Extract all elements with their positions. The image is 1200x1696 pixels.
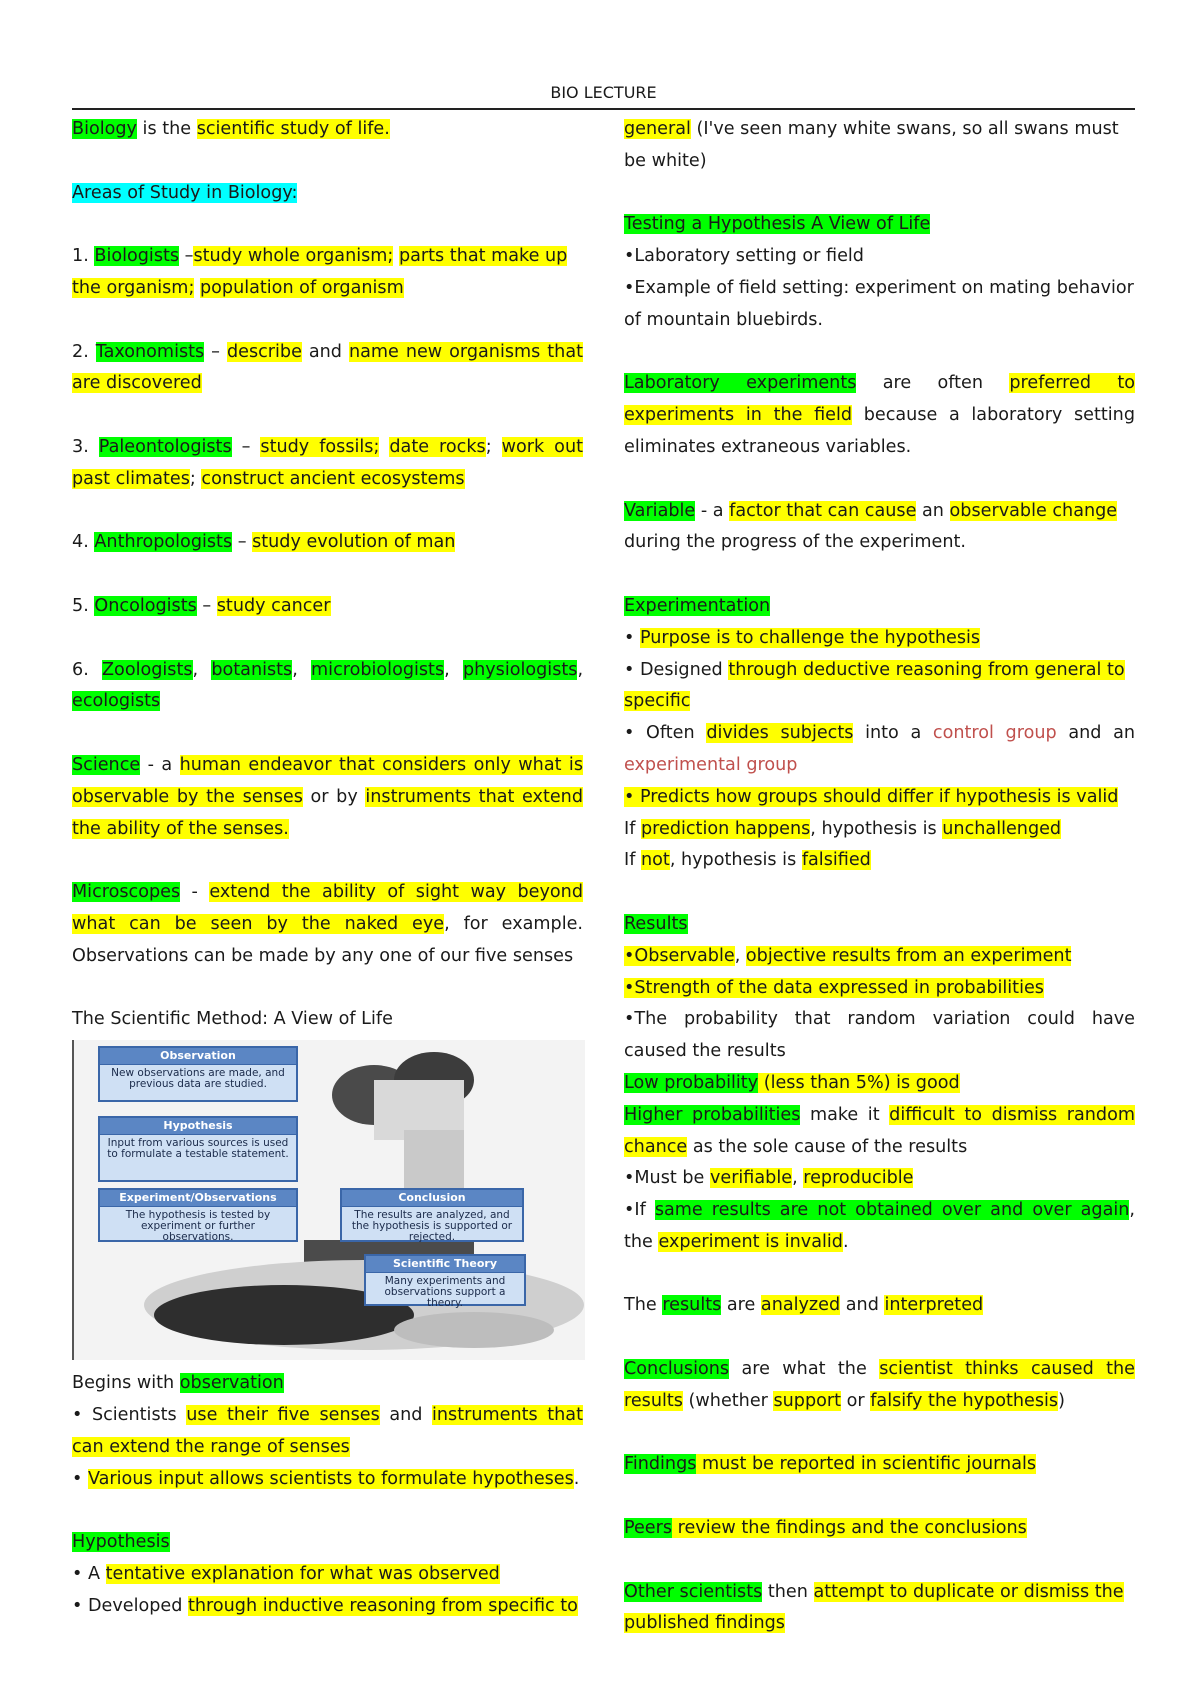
- highlight: use their five senses: [186, 1404, 380, 1425]
- experimentation-bullet-1: [624, 623, 1135, 655]
- term: botanists: [211, 659, 293, 680]
- highlight: •Strength of the data expressed in probabilities: [624, 977, 1044, 998]
- experiment-box: [98, 1188, 298, 1242]
- text: •: [72, 1468, 88, 1489]
- scientific-method-figure: [72, 1040, 585, 1360]
- term: Taxonomists: [95, 341, 205, 362]
- highlight: factor that can cause: [729, 500, 917, 521]
- heading-text: Areas of Study in Biology:: [72, 182, 298, 203]
- text: .: [842, 1231, 849, 1252]
- results-bullet-1: [624, 941, 1135, 973]
- highlight: • Predicts how groups should differ if hypothesis is valid: [624, 786, 1119, 807]
- item-number: 3.: [72, 436, 99, 457]
- highlight: experiment is invalid: [658, 1231, 843, 1252]
- separator: ,: [444, 659, 463, 680]
- highlight: tentative explanation for what was observed: [105, 1563, 500, 1584]
- box-body: The hypothesis is tested by experiment or further observations.: [125, 1209, 271, 1244]
- testing-heading: [624, 209, 1135, 241]
- term: Paleontologists: [98, 436, 232, 457]
- begins-line: [72, 1368, 583, 1400]
- term: Findings: [624, 1454, 697, 1475]
- hypothesis-bullet-1: [72, 1559, 583, 1591]
- highlight: preferred to experiments in the field: [624, 373, 1135, 426]
- separator: ,: [292, 659, 312, 680]
- text: during the progress of the experiment.: [624, 532, 967, 553]
- description: study evolution of man: [252, 532, 456, 553]
- text: make it: [800, 1104, 890, 1125]
- highlight: not: [640, 850, 670, 871]
- text: • Often: [624, 723, 707, 744]
- highlight: Purpose is to challenge the hypothesis: [639, 627, 981, 648]
- text: • Developed: [72, 1595, 188, 1616]
- inductive-continuation: [624, 114, 1135, 178]
- separator: –: [232, 532, 253, 553]
- text: •Must be: [624, 1168, 710, 1189]
- page-title: BIO LECTURE: [550, 83, 657, 102]
- experimentation-bullet-4: [624, 782, 1135, 814]
- highlight: interpreted: [884, 1295, 984, 1316]
- term: Science: [72, 754, 141, 775]
- description: name new organisms that are discovered: [72, 341, 583, 394]
- list-item-other-fields: [72, 655, 583, 719]
- highlight: analyzed: [760, 1295, 841, 1316]
- heading-text: Testing a Hypothesis A View of Life: [624, 214, 931, 235]
- separator: –: [204, 341, 227, 362]
- heading-text: Results: [624, 913, 688, 934]
- highlight: verifiable: [709, 1168, 793, 1189]
- text: an: [916, 500, 950, 521]
- red-text: experimental group: [624, 754, 798, 775]
- term: Low probability: [624, 1072, 759, 1093]
- text: , for example. Observations can be made by any one of our five senses: [72, 913, 583, 966]
- highlight: scientist thinks caused the results: [624, 1359, 1135, 1411]
- term: ecologists: [72, 691, 161, 712]
- text: into a: [853, 723, 933, 744]
- item-number: 5.: [72, 595, 95, 616]
- peers-line: [624, 1513, 1135, 1545]
- separator: –: [179, 246, 194, 267]
- text: as the sole cause of the results: [687, 1136, 968, 1157]
- list-item-anthropologists: [72, 527, 583, 559]
- term: results: [662, 1295, 722, 1316]
- text: or: [841, 1390, 871, 1411]
- text: • Designed: [624, 659, 729, 680]
- text: is the: [136, 119, 197, 139]
- highlight: Various input allows scientists to formulate hypotheses: [87, 1468, 574, 1489]
- text: ,: [734, 945, 746, 966]
- text: (I've seen many white swans, so all swans must be white): [624, 119, 1119, 171]
- list-item-biologists: [72, 241, 583, 305]
- text: If: [624, 818, 641, 839]
- highlight: reproducible: [803, 1168, 914, 1189]
- text: ): [1058, 1390, 1065, 1411]
- list-item-taxonomists: [72, 337, 583, 401]
- text: or by: [302, 786, 366, 807]
- text: •: [624, 627, 640, 648]
- hypothesis-box: [98, 1116, 298, 1182]
- description: study whole organism;: [193, 246, 394, 267]
- highlight: divides subjects: [706, 723, 854, 744]
- areas-heading: [72, 178, 583, 210]
- text: are what the: [729, 1359, 880, 1380]
- box-body: Input from various sources is used to formulate a testable statement.: [107, 1137, 289, 1161]
- results-high-probability: [624, 1100, 1135, 1164]
- highlight: observable change: [949, 500, 1118, 521]
- theory-box: [364, 1254, 526, 1310]
- red-text: control group: [932, 723, 1057, 744]
- highlight: •Observable: [624, 945, 735, 966]
- highlight: unchallenged: [942, 818, 1062, 839]
- term: Microscopes: [72, 882, 181, 903]
- term: physiologists: [462, 659, 578, 680]
- space: [379, 437, 389, 457]
- highlight: through deductive reasoning from general to specific: [624, 659, 1125, 712]
- left-column: [72, 114, 583, 1622]
- highlight: review the findings and the conclusions: [672, 1518, 1027, 1539]
- text: If: [624, 850, 641, 871]
- text: then: [762, 1581, 814, 1602]
- separator: ;: [189, 468, 202, 489]
- heading-text: Hypothesis: [72, 1532, 170, 1553]
- text: and an: [1056, 723, 1136, 744]
- separator: - a: [140, 754, 180, 775]
- science-definition: [72, 750, 583, 845]
- term: Variable: [624, 500, 696, 521]
- highlight: through inductive reasoning from specific to: [187, 1595, 578, 1616]
- text: .: [573, 1468, 580, 1489]
- highlight: objective results from an experiment: [745, 945, 1072, 966]
- figure-caption: The Scientific Method: A View of Life: [72, 1009, 393, 1030]
- separator: -: [180, 882, 210, 903]
- description: construct ancient ecosystems: [201, 468, 465, 489]
- lab-experiments: [624, 368, 1135, 463]
- findings-line: [624, 1449, 1135, 1481]
- text: •If: [624, 1200, 655, 1221]
- hypothesis-heading: [72, 1527, 583, 1559]
- term: Peers: [624, 1518, 673, 1539]
- results-heading: [624, 909, 1135, 941]
- term: Oncologists: [94, 595, 197, 616]
- description: human endeavor that considers only what is observable by the senses: [72, 754, 583, 807]
- text: The: [624, 1295, 663, 1316]
- results-low-probability: [624, 1068, 1135, 1100]
- separator: ;: [485, 436, 502, 457]
- variable-definition: [624, 496, 1135, 560]
- biology-definition: [72, 114, 583, 146]
- description: study fossils;: [260, 436, 380, 457]
- separator: ,: [577, 659, 584, 680]
- box-title: Scientific Theory: [366, 1256, 524, 1273]
- highlight: falsify the hypothesis: [870, 1390, 1059, 1411]
- highlight: instruments that can extend the range of senses: [72, 1404, 583, 1457]
- box-body: The results are analyzed, and the hypothesis is supported or rejected.: [351, 1209, 513, 1244]
- experimentation-if-1: [624, 814, 1135, 846]
- highlight: support: [773, 1390, 842, 1411]
- description: parts that make up the organism;: [72, 246, 568, 298]
- separator: –: [231, 436, 261, 457]
- bullet-input: [72, 1464, 583, 1496]
- text: are often: [856, 373, 1010, 394]
- box-title: Hypothesis: [100, 1118, 296, 1135]
- term: observation: [179, 1373, 284, 1394]
- highlight: falsified: [801, 850, 871, 871]
- term: Other scientists: [624, 1581, 763, 1602]
- box-body: Many experiments and observations support a theory.: [384, 1275, 506, 1310]
- hypothesis-bullet-2: [72, 1591, 583, 1623]
- term: same results are not obtained over and over again: [654, 1200, 1130, 1221]
- results-bullet-3: •The probability that random variation could have caused the results: [624, 1009, 1135, 1062]
- results-bullet-2: [624, 973, 1135, 1005]
- term: Conclusions: [624, 1359, 730, 1380]
- text: ,: [792, 1168, 804, 1189]
- description: date rocks: [389, 436, 486, 457]
- description: population of organism: [199, 277, 404, 298]
- item-number: 1.: [72, 246, 95, 267]
- highlight: (less than 5%) is good: [758, 1072, 960, 1093]
- testing-bullet-2: •Example of field setting: experiment on mating behavior of mountain bluebirds.: [624, 277, 1134, 330]
- term: Zoologists: [102, 659, 193, 680]
- separator: –: [196, 595, 217, 616]
- description: instruments that extend the ability of the senses.: [72, 786, 584, 839]
- results-analyzed: [624, 1290, 1135, 1322]
- results-invalid: [624, 1195, 1135, 1259]
- definition: scientific study of life.: [196, 119, 390, 139]
- item-number: 6.: [72, 659, 102, 680]
- term: Biologists: [94, 246, 180, 267]
- term: Higher probabilities: [624, 1104, 801, 1125]
- text: - a: [695, 500, 730, 521]
- item-number: 4.: [72, 532, 95, 553]
- box-title: Experiment/Observations: [100, 1190, 296, 1207]
- text: • Scientists: [72, 1404, 187, 1425]
- text: , hypothesis is: [669, 850, 802, 871]
- text: and: [379, 1404, 433, 1425]
- box-title: Observation: [100, 1048, 296, 1065]
- text: Begins with: [72, 1373, 180, 1394]
- observation-box: [98, 1046, 298, 1102]
- description: study cancer: [216, 595, 331, 616]
- highlight: general: [624, 119, 691, 139]
- description: describe: [226, 341, 302, 362]
- text: , hypothesis is: [810, 818, 943, 839]
- description: extend the ability of sight way beyond what can be seen by the naked eye: [72, 882, 583, 934]
- term: Anthropologists: [94, 532, 233, 553]
- separator: ,: [192, 659, 212, 680]
- box-title: Conclusion: [342, 1190, 522, 1207]
- results-verifiable: [624, 1163, 1135, 1195]
- item-number: 2.: [72, 341, 96, 362]
- text: and: [840, 1295, 885, 1316]
- term-biology: Biology: [72, 119, 137, 139]
- term: Laboratory experiments: [624, 373, 857, 394]
- highlight: prediction happens: [640, 818, 811, 839]
- conclusion-box: [340, 1188, 524, 1242]
- experimentation-bullet-3: [624, 718, 1135, 782]
- conclusions-definition: [624, 1354, 1135, 1418]
- heading-text: Experimentation: [624, 595, 771, 616]
- page-header: [72, 82, 1135, 110]
- highlight: attempt to duplicate or dismiss the published findings: [624, 1581, 1124, 1634]
- text: , the: [624, 1200, 1135, 1252]
- text: because a laboratory setting eliminates extraneous variables.: [624, 405, 1135, 457]
- text: are: [721, 1295, 761, 1316]
- text: • A: [72, 1563, 106, 1584]
- list-item-paleontologists: [72, 432, 583, 496]
- microscopes-definition: [72, 877, 583, 972]
- text: (whether: [682, 1390, 774, 1411]
- box-body: New observations are made, and previous data are studied.: [111, 1067, 285, 1091]
- other-scientists-line: [624, 1577, 1135, 1641]
- term: microbiologists: [311, 659, 445, 680]
- highlight: must be reported in scientific journals: [696, 1454, 1037, 1475]
- experimentation-if-2: [624, 845, 1135, 877]
- list-item-oncologists: [72, 591, 583, 623]
- description: work out past climates: [72, 436, 583, 489]
- highlight: difficult to dismiss random chance: [624, 1104, 1135, 1157]
- bullet-senses: [72, 1400, 583, 1464]
- experimentation-heading: [624, 591, 1135, 623]
- testing-bullet-1: •Laboratory setting or field: [624, 246, 864, 267]
- text: and: [301, 341, 349, 362]
- experimentation-bullet-2: [624, 655, 1135, 719]
- right-column: [624, 114, 1135, 1640]
